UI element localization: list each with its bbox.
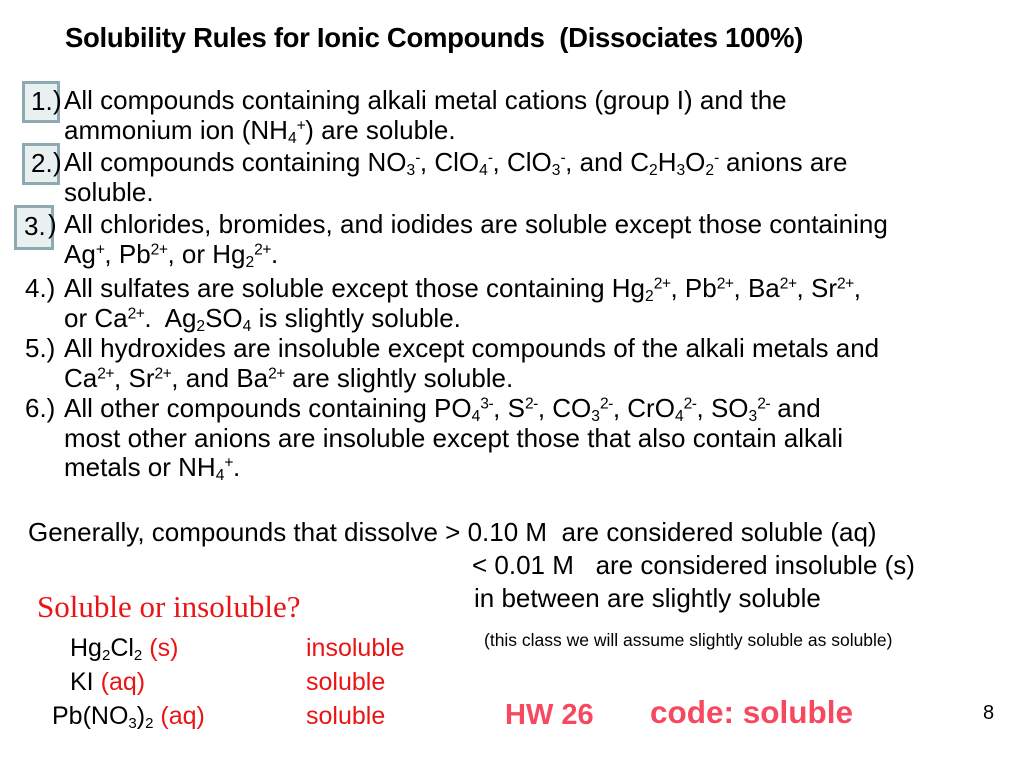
quiz-item-1 <box>70 634 178 663</box>
rule-4-text: All sulfates are soluble except those containing $Hg_2^{2+}$, $Pb^{2+}$, $Ba^{2+}$, $Sr^{2+}$, or $Ca^{2+}$. $Ag_2SO_4$ is slightly soluble. <box>64 273 862 335</box>
page-number: 8 <box>983 702 995 724</box>
rule-4-number: 4.) <box>25 273 56 303</box>
quiz-item-2-answer: soluble <box>306 668 386 696</box>
rule-1-text: All compounds containing alkali metal cations (group I) and the ammonium ion $(NH_4^+)$ are soluble. <box>64 85 787 147</box>
rule-3-paren: ) <box>48 209 57 239</box>
quiz-item-1-formula: $Hg_2Cl_2$ <box>70 634 143 664</box>
generally-line-2: < 0.01 M are considered insoluble (s) <box>472 550 915 580</box>
rule-5-number: 5.) <box>25 333 56 363</box>
rule-2-paren: ) <box>53 147 62 177</box>
quiz-item-2-formula: KI <box>70 668 94 696</box>
slide-title: Solubility Rules for Ionic Compounds (Dissociates 100%) <box>65 22 804 53</box>
quiz-item-1-answer: insoluble <box>306 634 405 662</box>
quiz-heading: Soluble or insoluble? <box>37 589 301 624</box>
quiz-item-2 <box>70 668 145 697</box>
rule-2-text: All compounds containing $NO_3^-$, ClO$_4$-, ClO$_3$-, and $C_2H_3O_2^-$ anions are soluble. <box>64 147 848 207</box>
rule-3-text: All chlorides, bromides, and iodides are soluble except those containing Ag+, $Pb^{2+}$, or $Hg_2^{2+}$. <box>64 209 888 271</box>
rule-3-number: 3. <box>24 211 46 241</box>
quiz-item-3 <box>52 702 205 731</box>
rule-5-text: All hydroxides are insoluble except compounds of the alkali metals and $Ca^{2+}$, $Sr^{2+}$, and $Ba^{2+}$ are slightly soluble. <box>64 333 880 393</box>
quiz-item-2-state: (aq) <box>100 668 146 696</box>
class-assumption-note: (this class we will assume slightly soluble as soluble) <box>484 630 893 650</box>
rule-1-paren: ) <box>53 85 62 115</box>
quiz-item-1-state: (s) <box>149 634 179 662</box>
rule-6-text: All other compounds containing $PO_4^{3-}$, $S^{2-}$, $CO_3^{2-}$, CrO$_4^{2-}$, $SO_3^{2-}$ and most other anions are insoluble except those that also contain alkali metals or $NH_4^+$. <box>64 393 844 484</box>
quiz-item-3-answer: soluble <box>306 702 386 730</box>
code-label: code: soluble <box>650 694 854 730</box>
rule-2-number: 2. <box>31 148 53 178</box>
rule-1-number: 1. <box>31 86 53 116</box>
quiz-item-3-formula: $Pb(NO_3)_2$ <box>52 702 154 732</box>
generally-line-3: in between are slightly soluble <box>474 583 821 613</box>
generally-line-1: Generally, compounds that dissolve > 0.10 M are considered soluble (aq) <box>28 517 877 547</box>
homework-label: HW 26 <box>505 699 594 731</box>
quiz-item-3-state: (aq) <box>160 702 205 730</box>
rule-6-number: 6.) <box>25 393 56 423</box>
